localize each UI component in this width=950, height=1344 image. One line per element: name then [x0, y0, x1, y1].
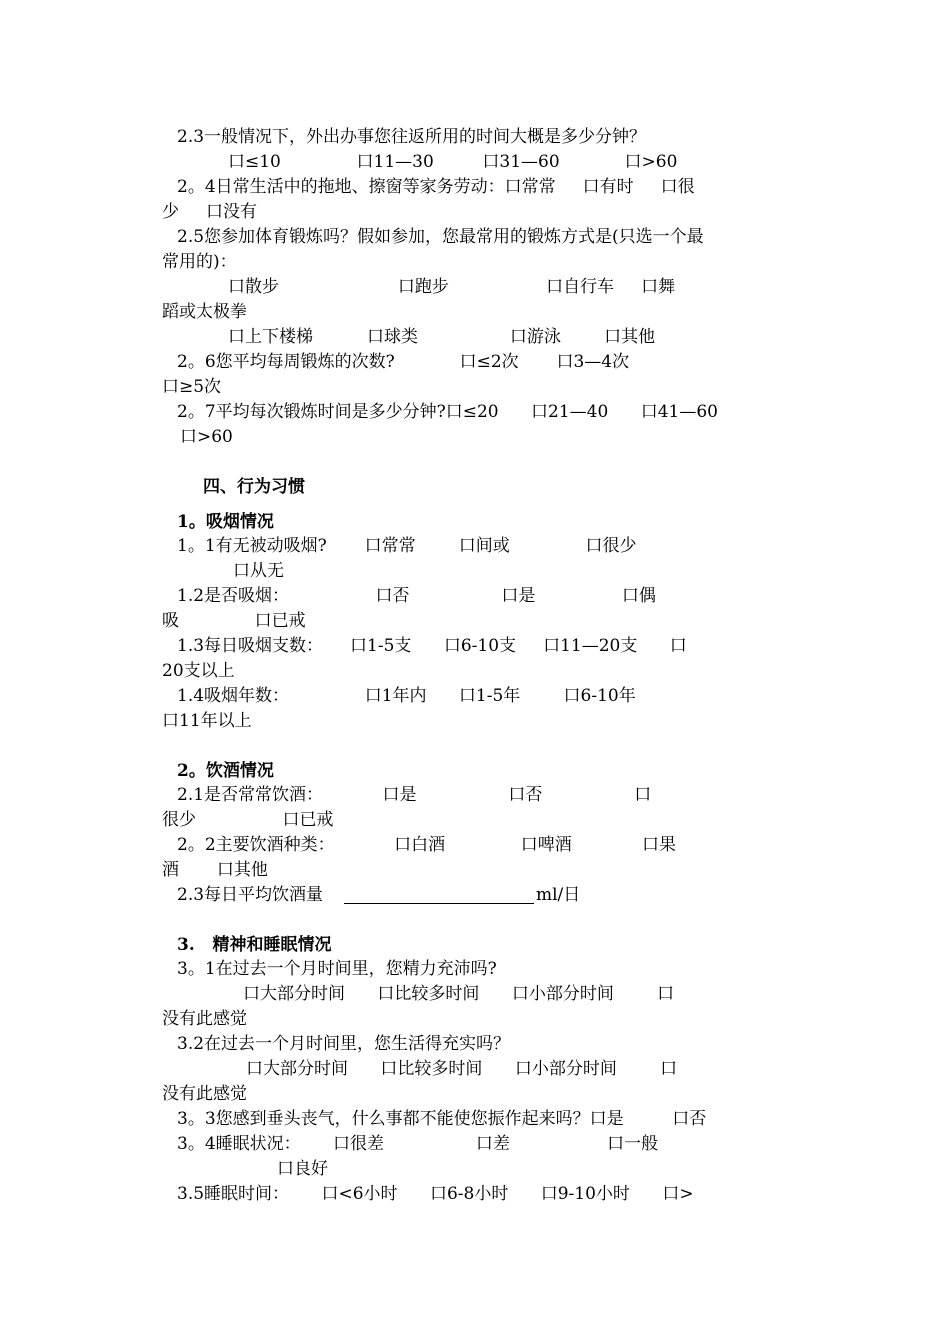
- question-1-2: 1.2是否吸烟： 口否 口是 口偶: [177, 586, 656, 606]
- amount-unit: ml/日: [536, 885, 581, 905]
- question-2-7-cont: 口>60: [180, 427, 233, 447]
- subsection-drinking: 2。饮酒情况: [177, 761, 274, 781]
- subsection-mental-sleep: 3. 精神和睡眠情况: [177, 935, 332, 955]
- question-2-3-drink: 2.3每日平均饮酒量: [177, 885, 324, 905]
- options-3-2-cont: 没有此感觉: [162, 1084, 247, 1104]
- question-2-1: 2.1是否常常饮酒： 口是 口否 口: [177, 785, 652, 805]
- question-1-3: 1.3每日吸烟支数： 口1-5支 口6-10支 口11—20支 口: [177, 636, 687, 656]
- question-1-1: 1。1有无被动吸烟? 口常常 口间或 口很少: [177, 536, 637, 556]
- question-2-5-cont: 常用的)：: [162, 252, 237, 272]
- question-3-3: 3。3您感到垂头丧气，什么事都不能使您振作起来吗？口是 口否: [177, 1109, 707, 1129]
- question-2-5: 2.5您参加体育锻炼吗？假如参加，您最常用的锻炼方式是(只选一个最: [177, 227, 704, 247]
- subsection-smoking: 1。吸烟情况: [177, 512, 274, 532]
- amount-blank: [344, 903, 534, 904]
- question-2-4: 2。4日常生活中的拖地、擦窗等家务劳动：口常常 口有时 口很: [177, 177, 695, 197]
- question-2-6-cont: 口≥5次: [162, 377, 222, 397]
- question-2-4-cont: 少 口没有: [162, 202, 258, 222]
- question-3-2: 3.2在过去一个月时间里，您生活得充实吗？: [177, 1034, 511, 1054]
- question-1-1-cont: 口从无: [233, 561, 284, 581]
- question-2-3: 2.3一般情况下，外出办事您往返所用的时间大概是多少分钟？: [177, 127, 647, 147]
- question-2-2-cont: 酒 口其他: [162, 860, 268, 880]
- question-2-6: 2。6您平均每周锻炼的次数? 口≤2次 口3—4次: [177, 352, 630, 372]
- question-3-4: 3。4睡眠状况： 口很差 口差 口一般: [177, 1134, 659, 1154]
- question-3-1: 3。1在过去一个月时间里，您精力充沛吗?: [177, 959, 497, 979]
- options-2-5-row1: 口散步 口跑步 口自行车 口舞: [228, 277, 676, 297]
- options-3-1-cont: 没有此感觉: [162, 1009, 247, 1029]
- question-1-4-cont: 口11年以上: [162, 711, 252, 731]
- question-3-5: 3.5睡眠时间： 口<6小时 口6-8小时 口9-10小时 口>: [177, 1184, 694, 1204]
- options-3-2: 口大部分时间 口比较多时间 口小部分时间 口: [246, 1059, 678, 1079]
- options-2-3: 口≤10 口11—30 口31—60 口>60: [228, 152, 678, 172]
- options-2-5-row2: 口上下楼梯 口球类 口游泳 口其他: [228, 327, 656, 347]
- question-1-2-cont: 吸 口已戒: [162, 611, 306, 631]
- question-2-7: 2。7平均每次锻炼时间是多少分钟?口≤20 口21—40 口41—60: [177, 402, 718, 422]
- question-2-2: 2。2主要饮酒种类： 口白酒 口啤酒 口果: [177, 835, 676, 855]
- question-1-4: 1.4吸烟年数： 口1年内 口1-5年 口6-10年: [177, 686, 636, 706]
- question-3-4-cont: 口良好: [277, 1159, 328, 1179]
- question-1-3-cont: 20支以上: [162, 661, 235, 681]
- options-2-5-row1-cont: 蹈或太极拳: [162, 302, 247, 322]
- options-3-1: 口大部分时间 口比较多时间 口小部分时间 口: [243, 984, 675, 1004]
- section-4-title: 四、行为习惯: [203, 477, 305, 497]
- question-2-1-cont: 很少 口已戒: [162, 810, 334, 830]
